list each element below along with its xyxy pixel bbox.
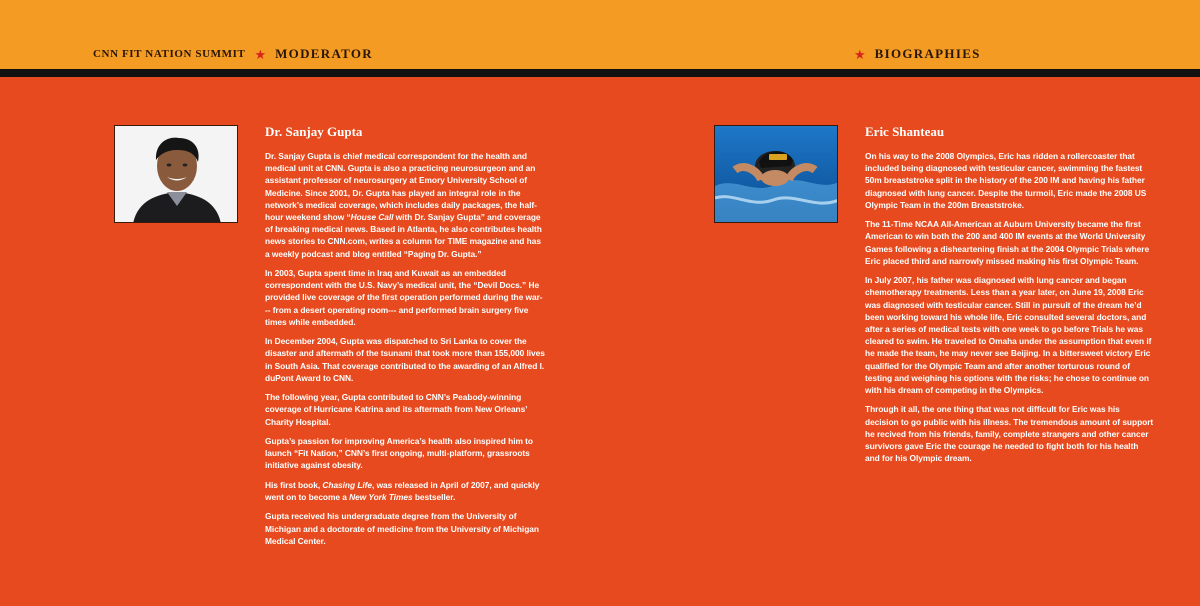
gupta-portrait [114, 125, 238, 223]
gupta-paragraph-3: In December 2004, Gupta was dispatched to Sri Lanka to cover the disaster and aftermath of the tsunami that took more than 155,000 lives in South Asia. That coverage contributed to the awarding of an Alfred I. duPont Award to CNN. [265, 336, 545, 383]
star-icon: ★ [254, 46, 267, 62]
section-title-moderator: MODERATOR [275, 46, 373, 61]
gupta-p1-text: Dr. Sanjay Gupta is chief medical correspondent for the health and medical unit at CNN. Gupta is also a practicing neurosurgeon and an assistant professor of neurosurgery at Emory University School of Medicine. Since 2001, Dr. Gupta has played an integral role in the network’s medical coverage, which includes daily packages, the half-hour weekend show “ [265, 151, 537, 223]
eric-paragraph-4: Through it all, the one thing that was not difficult for Eric was his decision to go public with his illness. The tremendous amount of support he recived from his friends, family, complete strangers and other cancer survivors gave Eric the courage he needed to fight both for his health and for his Olympic dream. [865, 404, 1154, 464]
gupta-name: Dr. Sanjay Gupta [265, 124, 363, 139]
gupta-newspaper-title: New York Times [349, 492, 413, 503]
gupta-p6-text-end: bestseller. [412, 492, 456, 503]
section-title-biographies: BIOGRAPHIES [874, 46, 981, 61]
header-rule [0, 69, 1200, 77]
header-left [93, 46, 373, 62]
gupta-paragraph-7: Gupta received his undergraduate degree from the University of Michigan and a doctorate of medicine from the University of Michigan Medical Center. [265, 511, 539, 546]
series-title: CNN FIT NATION SUMMIT [93, 48, 246, 60]
gupta-portrait-image [115, 126, 238, 223]
eric-paragraph-1: On his way to the 2008 Olympics, Eric has ridden a rollercoaster that included being diagnosed with testicular cancer, swimming the fastest 50m breaststroke split in the history of the 200 IM and having his father diagnosed with lung cancer. Despite the turmoil, Eric made the 2008 US Olympic Team in the 200m Breaststroke. [865, 151, 1147, 210]
gupta-book-title: Chasing Life [322, 479, 373, 490]
gupta-p1-text-cont: with Dr. Sanjay Gupta” and coverage of breaking medical news. Based in Atlanta, he also contributes health news stories to CNN.com, writes a column for TIME magazine and has a weekly podcast and blog entitled “Paging Dr. Gupta.” [265, 212, 542, 259]
gupta-bio [265, 124, 545, 554]
gupta-paragraph-5: Gupta’s passion for improving America’s health also inspired him to launch “Fit Nation,” CNN’s first ongoing, multi-platform, grassroots initiative against obesity. [265, 436, 533, 471]
gupta-p6-text-cont: , was released in April of 2007, and quickly went on to become a [265, 479, 540, 503]
gupta-paragraph-4: The following year, Gupta contributed to CNN’s Peabody-winning coverage of Hurricane Katrina and its aftermath from New Orleans’ Charity Hospital. [265, 392, 528, 427]
gupta-paragraph-6 [265, 479, 545, 503]
gupta-show-title: House Call [350, 212, 394, 223]
eric-paragraph-3: In July 2007, his father was diagnosed with lung cancer and began chemotherapy treatments. Less than a year later, on June 19, 2008 Eric was diagnosed with testicular cancer. Still in pursuit of the dream he’d been working toward his whole life, Eric consulted several doctors, and after a series of medical tests with one week to go before Trials he was cleared to swim. He traveled to Omaha under the assumption that even if he made the team, he may never see Beijing. In a bittersweet victory Eric qualified for the Olympic Team and after another torturous round of testing and weighing his options with the risks; he chose to continue on with his dream of competing in the Olympics. [865, 275, 1152, 396]
gupta-paragraph-1 [265, 150, 545, 260]
gupta-paragraph-2: In 2003, Gupta spent time in Iraq and Kuwait as an embedded correspondent with the U.S. Navy’s medical unit, the “Devil Docs.” He provided live coverage of the first operation performed during the war--- from a desert operating room--- and performed brain surgery five times while embedded. [265, 268, 543, 327]
eric-bio [865, 124, 1155, 472]
eric-portrait-image [715, 126, 838, 223]
header-right [845, 46, 981, 62]
eric-portrait [714, 125, 838, 223]
star-icon: ★ [854, 46, 866, 62]
gupta-p6-text: His first book, [265, 479, 323, 490]
eric-paragraph-2: The 11-Time NCAA All-American at Auburn University became the first American to win both the 200 and 400 IM events at the World University Games following a disheartening finish at the 2004 Olympic Trials where Eric placed third and narrowly missed making his first Olympic Team. [865, 219, 1150, 266]
eric-name: Eric Shanteau [865, 124, 945, 139]
